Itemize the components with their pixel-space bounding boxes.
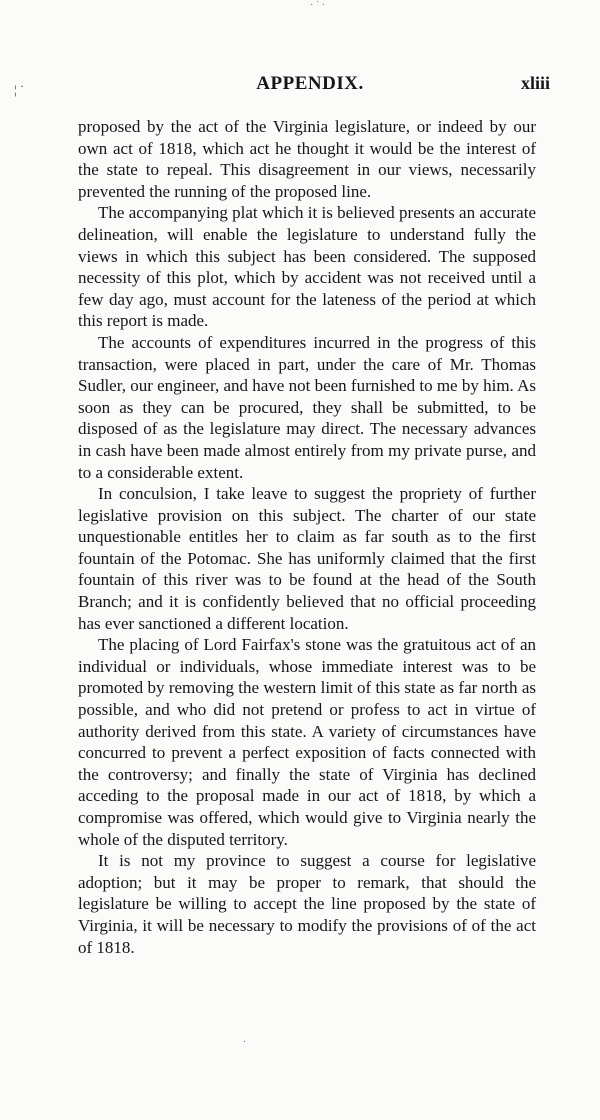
paragraph-legislative-adoption: It is not my province to suggest a course for legislative adoption; but it may be proper to remark, that should the legislature be willing to accept the line proposed by the state of Virginia, it will be necessary to modify the provisions of of the act of 1818.	[78, 851, 536, 957]
paragraph-conclusion: In conculsion, I take leave to suggest the propriety of further legislative provision on this subject. The charter of our state unquestionable entitles her to claim as far south as to the first fountain of the Potomac. She has uniformly claimed that the first fountain of this river was to be found at the head of the South Branch; and it is confidently believed that no official proceeding has ever sanctioned a different location.	[78, 484, 536, 633]
body-text	[78, 116, 536, 958]
paragraph-expenditures: The accounts of expenditures incurred in the progress of this transaction, were placed in part, under the care of Mr. Thomas Sudler, our engineer, and have not been furnished to me by him. As soon as they can be procured, they shall be submitted, to be disposed of as the legislature may direct. The necessary advances in cash have been made almost entirely from my private purse, and to a considerable extent.	[78, 332, 537, 482]
paragraph-fairfax-stone: The placing of Lord Fairfax's stone was the gratuitous act of an individual or individuals, whose immediate interest was to be promoted by removing the western limit of this state as far north as possible, and who did not pretend or profess to act in virtue of authority derived from this state. A variety of circumstances have concurred to prevent a perfect exposition of facts connected with the controversy; and finally the state of Virginia has declined acceding to the proposal made in our act of 1818, by which a compromise was offered, which would give to Virginia nearly the whole of the disputed territory.	[78, 635, 536, 849]
paragraph-plat: The accompanying plat which it is believed presents an accurate delineation, will enable the legislature to understand fully the views in which this subject has been considered. The supposed necessity of this plot, which by accident was not received until a few day ago, must account for the lateness of the period at which this report is made.	[78, 203, 536, 331]
page-header	[70, 73, 550, 97]
margin-marks: ¦ ˙	[14, 82, 25, 97]
print-specks: · ˙ ·	[310, 0, 325, 11]
print-speck: ˙	[243, 1040, 247, 1051]
running-head: APPENDIX.	[256, 73, 364, 94]
page-number: xliii	[520, 73, 550, 93]
paragraph-continuation: proposed by the act of the Virginia legislature, or indeed by our own act of 1818, which act he thought it would be the interest of the state to repeal. This disagreement in our views, necessarily prevented the running of the proposed line.	[78, 117, 536, 201]
